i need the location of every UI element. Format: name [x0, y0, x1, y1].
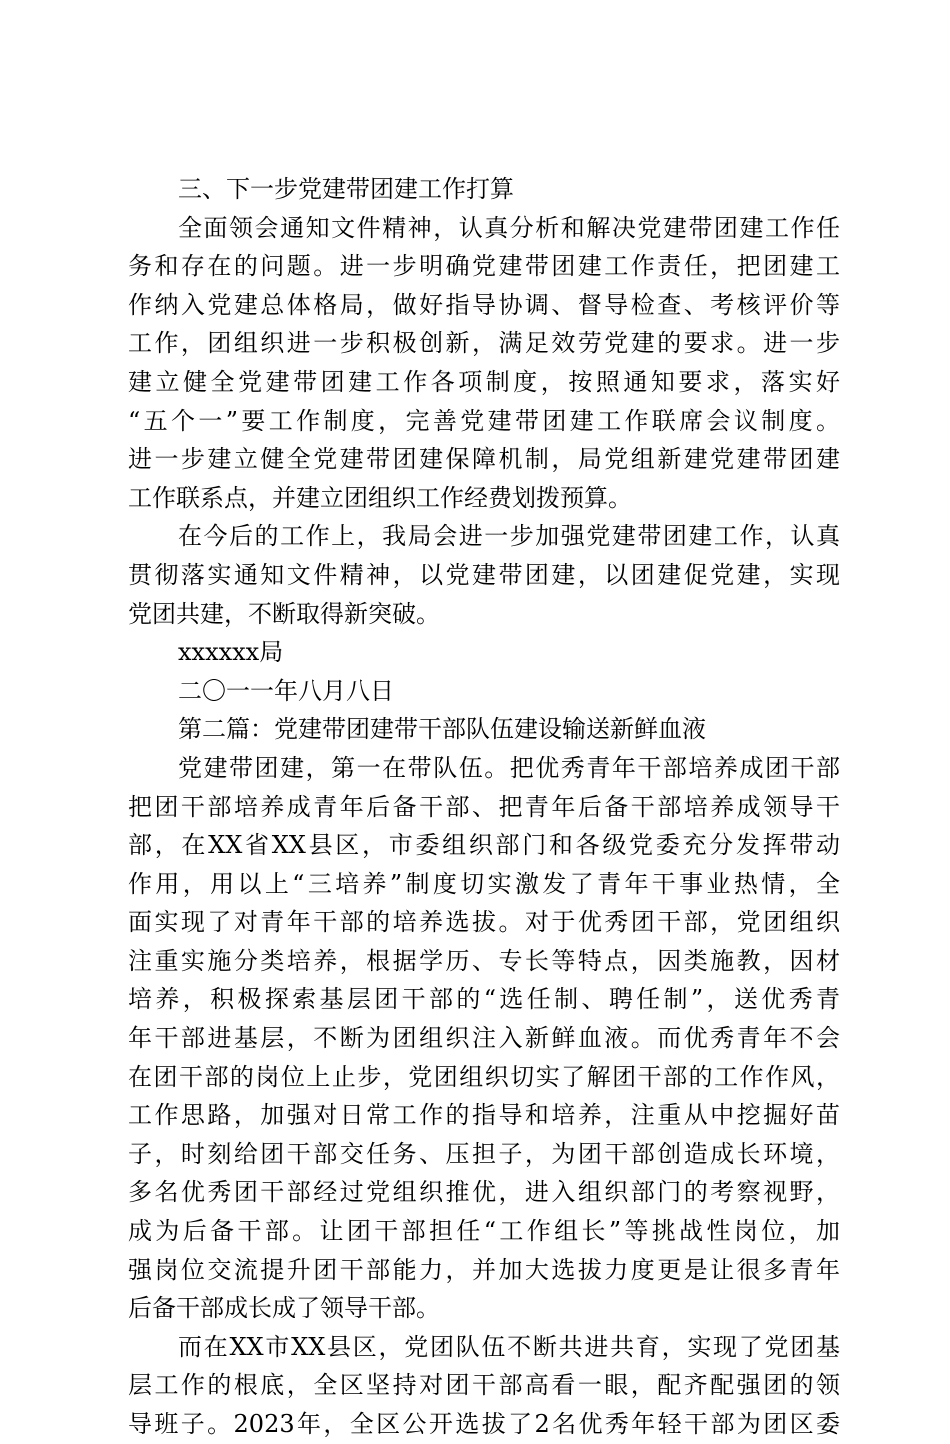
text-line: 年干部进基层，不断为团组织注入新鲜血液。而优秀青年不会 [128, 1024, 840, 1053]
text-line: 务和存在的问题。进一步明确党建带团建工作责任，把团建工 [128, 252, 840, 281]
text-line: 全面领会通知文件精神，认真分析和解决党建带团建工作任 [178, 213, 840, 242]
text-line: 而在XX市XX县区，党团队伍不断共进共育，实现了党团基 [178, 1332, 840, 1361]
text-line: 第二篇：党建带团建带干部队伍建设输送新鲜血液 [178, 715, 706, 744]
text-line: “五个一”要工作制度，完善党建带团建工作联席会议制度。 [128, 406, 840, 435]
text-line: 三、下一步党建带团建工作打算 [178, 175, 514, 203]
text-line: 后备干部成长成了领导干部。 [128, 1294, 440, 1323]
text-line: 把团干部培养成青年后备干部、把青年后备干部培养成领导干 [128, 792, 840, 821]
document-body [128, 170, 840, 1444]
text-line: 层工作的根底，全区坚持对团干部高看一眼，配齐配强团的领 [128, 1371, 840, 1400]
text-line: 子，时刻给团干部交任务、压担子，为团干部创造成长环境， [128, 1139, 840, 1168]
text-line: 部，在XX省XX县区，市委组织部门和各级党委充分发挥带动 [128, 831, 840, 860]
text-line: 贯彻落实通知文件精神，以党建带团建，以团建促党建，实现 [128, 560, 840, 589]
text-line: 建立健全党建带团建工作各项制度，按照通知要求，落实好 [128, 367, 840, 396]
text-line: 作纳入党建总体格局，做好指导协调、督导检查、考核评价等 [128, 290, 840, 319]
text-line: 培养，积极探索基层团干部的“选任制、聘任制”，送优秀青 [128, 985, 840, 1014]
text-line: 工作，团组织进一步积极创新，满足效劳党建的要求。进一步 [128, 329, 840, 358]
text-line: 注重实施分类培养，根据学历、专长等特点，因类施教，因材 [128, 946, 840, 975]
text-line: 党建带团建，第一在带队伍。把优秀青年干部培养成团干部 [178, 753, 840, 782]
text-line: 工作思路，加强对日常工作的指导和培养，注重从中挖掘好苗 [128, 1101, 840, 1130]
text-line: 面实现了对青年干部的培养选拔。对于优秀团干部，党团组织 [128, 908, 840, 937]
text-line: 二〇一一年八月八日 [178, 676, 394, 705]
text-line: 工作联系点，并建立团组织工作经费划拨预算。 [128, 483, 632, 512]
text-line: 强岗位交流提升团干部能力，并加大选拔力度更是让很多青年 [128, 1255, 840, 1284]
text-line: 成为后备干部。让团干部担任“工作组长”等挑战性岗位，加 [128, 1217, 840, 1246]
text-line: 进一步建立健全党建带团建保障机制，局党组新建党建带团建 [128, 445, 840, 474]
text-line: 党团共建，不断取得新突破。 [128, 599, 440, 628]
text-line: 在今后的工作上，我局会进一步加强党建带团建工作，认真 [178, 522, 840, 551]
text-line: 在团干部的岗位上止步，党团组织切实了解团干部的工作作风， [128, 1062, 840, 1091]
text-line: 多名优秀团干部经过党组织推优，进入组织部门的考察视野， [128, 1178, 840, 1207]
text-line: 作用，用以上“三培养”制度切实激发了青年干事业热情，全 [128, 869, 840, 898]
text-line: 导班子。2023年，全区公开选拔了2名优秀年轻干部为团区委 [128, 1410, 840, 1438]
text-line: xxxxxx局 [178, 638, 284, 667]
